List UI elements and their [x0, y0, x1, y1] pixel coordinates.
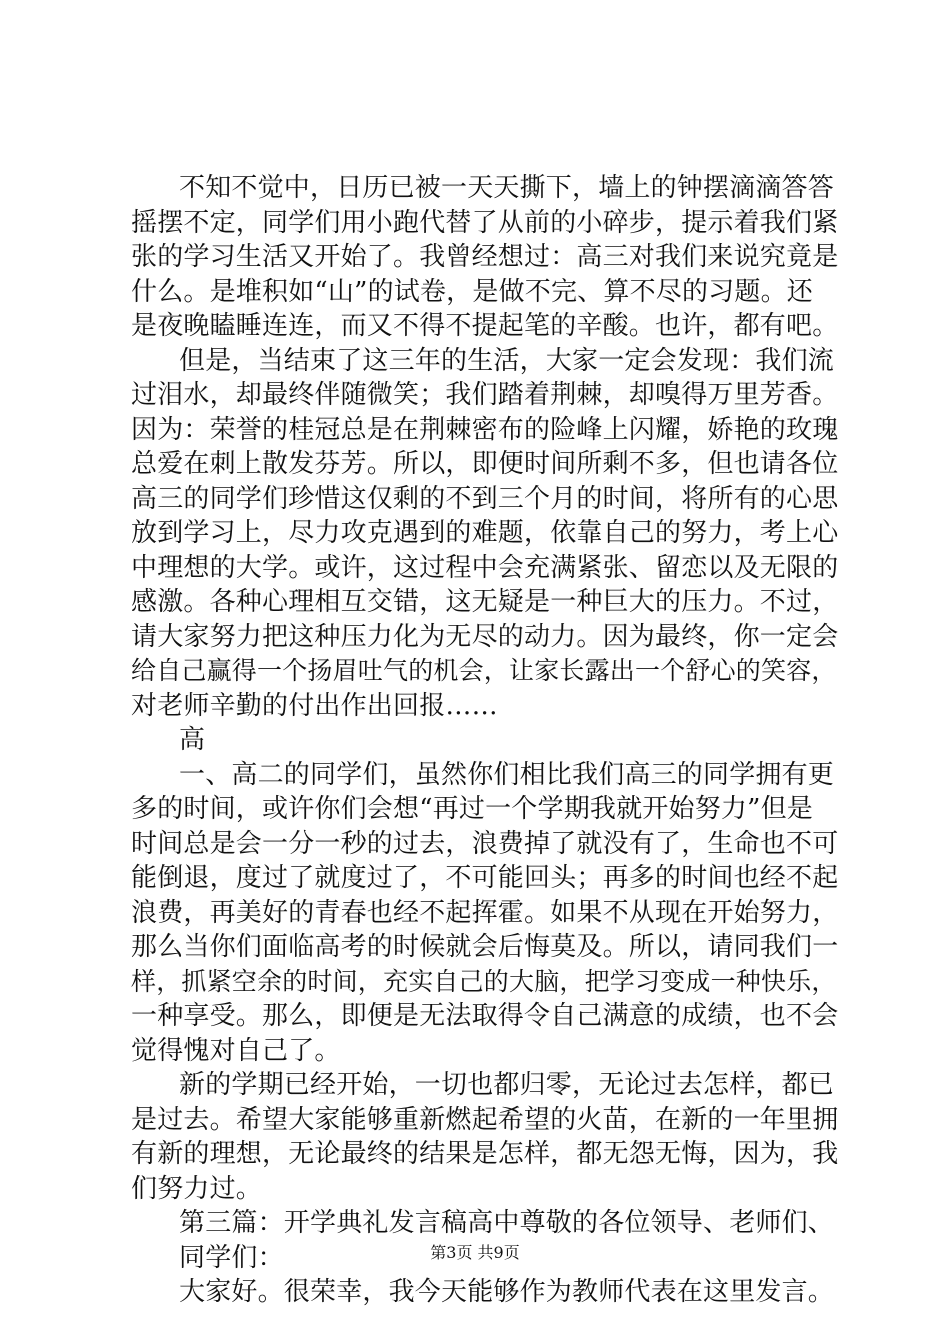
text-line: 给自己赢得一个扬眉吐气的机会，让家长露出一个舒心的笑容，: [131, 656, 837, 685]
text-line: 不知不觉中，日历已被一天天撕下，墙上的钟摆滴滴答答: [179, 173, 835, 203]
text-line: 请大家努力把这种压力化为无尽的动力。因为最终，你一定会: [131, 621, 839, 652]
text-line: 多的时间，或许你们会想“再过一个学期我就开始努力”但是: [131, 794, 813, 824]
text-line: 大家好。很荣幸，我今天能够作为教师代表在这里发言。: [179, 1277, 835, 1307]
text-line: 放到学习上，尽力攻克遇到的难题，依靠自己的努力，考上心: [131, 518, 839, 548]
text-line: 中理想的大学。或许，这过程中会充满紧张、留恋以及无限的: [131, 552, 839, 583]
text-line: 感激。各种心理相互交错，这无疑是一种巨大的压力。不过，: [131, 587, 839, 617]
text-line: 一种享受。那么，即便是无法取得令自己满意的成绩，也不会: [131, 1001, 839, 1031]
text-line: 高三的同学们珍惜这仅剩的不到三个月的时间，将所有的心思: [131, 483, 839, 514]
text-line: 对老师辛勤的付出作出回报……: [131, 690, 498, 721]
text-line: 第三篇：开学典礼发言稿高中尊敬的各位领导、老师们、: [179, 1208, 835, 1238]
text-line: 张的学习生活又开始了。我曾经想过：高三对我们来说究竟是: [131, 242, 839, 272]
text-line: 一、高二的同学们，虽然你们相比我们高三的同学拥有更: [179, 759, 835, 790]
text-line: 什么。是堆积如“山”的试卷，是做不完、算不尽的习题。还: [131, 276, 813, 307]
text-line: 因为：荣誉的桂冠总是在荆棘密布的险峰上闪耀，娇艳的玫瑰: [131, 414, 839, 445]
text-line: 有新的理想，无论最终的结果是怎样，都无怨无悔，因为，我: [131, 1139, 839, 1169]
document-body: [131, 171, 841, 1310]
text-line: 觉得愧对自己了。: [131, 1035, 341, 1066]
text-line: 能倒退，度过了就度过了，不可能回头；再多的时间也经不起: [131, 863, 839, 893]
page-footer: 第3页 共9页: [430, 1243, 520, 1262]
text-line: 同学们：: [179, 1242, 284, 1273]
text-line: 是过去。希望大家能够重新燃起希望的火苗，在新的一年里拥: [131, 1104, 839, 1135]
text-line: 时间总是会一分一秒的过去，浪费掉了就没有了，生命也不可: [131, 828, 839, 859]
text-line: 但是，当结束了这三年的生活，大家一定会发现：我们流: [179, 345, 835, 376]
text-line: 总爱在刺上散发芬芳。所以，即便时间所剩不多，但也请各位: [131, 449, 839, 479]
text-line: 摇摆不定，同学们用小跑代替了从前的小碎步，提示着我们紧: [131, 207, 839, 238]
text-line: 高: [179, 725, 206, 755]
text-line: 新的学期已经开始，一切也都归零，无论过去怎样，都已: [179, 1070, 835, 1100]
text-line: 那么当你们面临高考的时候就会后悔莫及。所以，请同我们一: [131, 932, 839, 962]
text-line: 样，抓紧空余的时间，充实自己的大脑，把学习变成一种快乐，: [131, 966, 837, 996]
text-line: 过泪水，却最终伴随微笑；我们踏着荆棘，却嗅得万里芳香。: [131, 380, 839, 410]
text-line: 浪费，再美好的青春也经不起挥霍。如果不从现在开始努力，: [131, 897, 839, 928]
text-line: 是夜晚瞌睡连连，而又不得不提起笔的辛酸。也许，都有吧。: [131, 311, 839, 341]
text-line: 们努力过。: [131, 1173, 263, 1204]
